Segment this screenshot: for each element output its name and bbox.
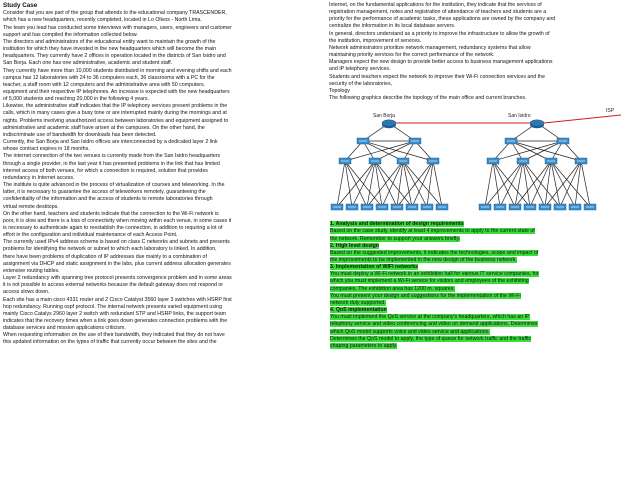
requirement-text: companies. The exhibition area has 1200 m. squares. [330, 285, 455, 292]
case-study-line: centralize the information in its local database servers. [329, 23, 456, 30]
case-study-line: indicates that the recovery times when a link goes down generates connection problems with the [3, 318, 228, 325]
network-link [485, 161, 523, 207]
case-study-line: Each site has a main cisco 4331 router and 2 Cisco Catalyst 3560 layer 3 switches with HSRP first [3, 296, 232, 303]
requirement-line [329, 300, 634, 307]
case-study-line: redundancy in Internet access. [3, 174, 75, 181]
case-study-line: campus has 12 laboratories with 24 to 36 computers each, 36 classrooms with a PC for the [3, 74, 215, 81]
requirement-line [329, 228, 634, 235]
requirement-text: You must implement the QoS service at the company's headquarters, which has an IP [330, 314, 530, 321]
case-study-line: On the other hand, teachers and students indicate that the connection to the Wi-Fi network is [3, 210, 219, 217]
case-study-line: security of the laboratories, [329, 80, 393, 87]
case-study-line: Consider that you are part of the group that attends to the educational company TRASCENDER, [3, 10, 227, 17]
network-link [515, 161, 523, 207]
requirement-line [329, 278, 634, 285]
network-link [337, 161, 375, 207]
case-study-line: Students and teachers expect the network to improve their Wi-Fi connection services and the [329, 73, 545, 80]
case-study-line: whose contract expires in 18 months. [3, 146, 90, 153]
requirement-text: telephony service and video conferencing and video on demand applications. Determines [330, 321, 538, 328]
case-study-line: effort in the configuration and individual maintenance of each Access Point. [3, 232, 178, 239]
case-study-line: calls, which in many cases give a busy tone or are interrupted mainly during the mornings and at [3, 110, 227, 117]
case-study-line: mainly Cisco Catalys 2960 layer 2 switch with redundant STP and HSRP links, the support team [3, 310, 227, 317]
case-study-line: poor, it is slow and there is a loss of connectivity when moving within each venue, in some cases it [3, 217, 232, 224]
case-study-right-column [329, 2, 634, 350]
case-study-line: The currently used IPv4 address scheme is based on class C networks and subnets and presents [3, 239, 230, 246]
case-study-line: nights. Problems involving unauthorized access between laboratories and equipment assigned to [3, 117, 229, 124]
case-study-line: The team you lead has conducted some interviews with managers, users, engineers and customer [3, 24, 232, 31]
case-study-line: support and has compiled the information collected below. [3, 31, 138, 38]
case-study-line: When requesting information on the use of their bandwidth, they indicated that they do not have [3, 332, 225, 339]
case-study-line: access slows down. [3, 289, 50, 296]
requirement-line [329, 314, 634, 321]
case-study-line: In general, directors understand as a priority to improve the infrastructure to allow the growth of [329, 30, 550, 37]
case-study-line: this updated information on the types of traffic that currently occur between the sites and the [3, 339, 217, 346]
case-study-line: the institution, improvement of services. [329, 37, 422, 44]
requirement-heading: 1. Analysis and determination of design requirements [330, 221, 464, 228]
network-link [581, 161, 590, 207]
requirement-line [329, 343, 634, 350]
case-study-line: Internet, on the fundamental applications for the institution, they indicate that the services of [329, 2, 542, 8]
requirement-text: Based on the suggested improvements, it indicates the technologies, scope and impact of [330, 249, 539, 256]
case-study-line: headquarters. They currently have 2 offices in operation located in the districts of San Isidro and [3, 53, 226, 60]
case-study-line: assignment via DHCP and static assignment in the labs, plus current address allocation generates [3, 260, 231, 267]
network-link [403, 161, 412, 207]
case-study-left-column [3, 2, 321, 347]
site-label-san-isidro: San Isidro [508, 113, 531, 120]
case-study-line: The directors and administrators of the educational entity want to maintain the growth of the [3, 38, 216, 45]
case-study-line: Likewise, the administrative staff indicates that the IP telephony services present problems in the [3, 103, 228, 110]
requirement-line [329, 264, 634, 271]
requirement-line [329, 307, 634, 314]
requirement-heading: 3. Implementation of WIFI networks [330, 264, 419, 271]
requirements-section [329, 221, 634, 350]
case-study-line: administrative and academic staff have arisen at the campuses. On the other hand, the [3, 124, 205, 131]
case-study-line: through a single provider, in the last year it has presented problems in the link that has limited [3, 160, 220, 167]
requirement-line [329, 336, 634, 343]
case-study-line: They currently have more than 10,000 students distributed in morning and evening shifts and each [3, 67, 232, 74]
document-title: Study Case [3, 2, 38, 9]
router-icon [530, 120, 544, 126]
case-study-line: equipment and their respective IP telephones. An increase is expected with the new headquarters [3, 89, 230, 96]
case-study-line: The following graphics describe the topology of the main office and current branches. [329, 95, 527, 102]
requirement-heading: 2. High level design [330, 242, 380, 249]
topology-svg [329, 103, 634, 219]
case-study-line: teacher, a staff room with 12 computers and the administrative area with 50 computers. [3, 81, 206, 88]
network-link [485, 161, 493, 207]
network-link [337, 161, 345, 207]
case-study-line: San Borja. Each one has one administrative, academic and student staff. [3, 60, 173, 67]
requirement-line [329, 236, 634, 243]
case-study-continued-text [329, 2, 634, 102]
case-study-line: The institute is quite advanced in the process of virtualization of courses and teleworking. In the [3, 182, 225, 189]
case-study-line: maintaining priority services for the correct performance of the network. [329, 52, 495, 59]
requirement-heading: 4. QoS implementation [330, 307, 387, 314]
case-study-line: registration management, notes and registration of attendance of teachers and students are a [329, 9, 547, 16]
requirement-text: shaping parameters to apply. [330, 342, 398, 349]
case-study-line: there have been problems of duplication of IP addresses due mainly to a combination of [3, 253, 207, 260]
case-study-line: latter, it is necessary to guarantee the access of teleworkers remotely, guaranteeing the [3, 189, 206, 196]
network-link [433, 161, 442, 207]
requirement-text: the improvements to be implemented in the new design of the business network. [330, 256, 517, 263]
requirement-text: Based on the case study, identify at least 4 improvements to apply to the current state of [330, 228, 535, 235]
requirement-line [329, 286, 634, 293]
requirement-text: You must deploy a Wi-Fi network in an exhibition hall for various IT service companies, for [330, 271, 539, 278]
site-label-san-borja: San Borja [373, 113, 395, 120]
case-study-line: extensive routing tables. [3, 267, 60, 274]
requirement-line [329, 243, 634, 250]
isp-label: ISP [606, 108, 615, 115]
case-study-line: Layer 2 redundancy with spanning tree protocol presents convergence problem and in some areas [3, 275, 232, 282]
case-study-line: it is not possible to access external networks because the default gateway does not respond or [3, 282, 224, 289]
case-study-line: indiscriminate use of bandwidth for downloads has been detected. [3, 131, 157, 138]
case-study-line: database services and mission applications criticism. [3, 325, 126, 332]
requirement-text: network duly supported. [330, 299, 386, 306]
topology-diagram [329, 103, 634, 219]
case-study-line: institution for which they have invested in the new headquarters which will become the main [3, 46, 217, 53]
case-study-line: which has a new headquarters, recently completed, located in Lo Olivos - North Lima. [3, 17, 202, 24]
case-study-text [3, 10, 321, 346]
case-study-line: Currently, the San Borja and San Isidro offices are interconnected by a dedicated layer 2 link [3, 139, 218, 146]
requirement-line [329, 321, 634, 328]
case-study-line: virtual remote desktops. [3, 203, 59, 210]
requirement-text: Determines the QoS model to apply, the type of queue for network traffic and the traffic [330, 335, 532, 342]
requirement-line [329, 329, 634, 336]
network-link [367, 161, 375, 207]
case-study-line: hop redundancy. Running ospf protocol. The internal network presents varied equipment using [3, 303, 222, 310]
requirement-line [329, 293, 634, 300]
case-study-line: problems for identifying the network or subnet to which each laboratory is linked. In addition, [3, 246, 217, 253]
requirement-line [329, 250, 634, 257]
requirement-line [329, 271, 634, 278]
case-study-line: Network administrators prioritize network management, redundancy systems that allow [329, 44, 531, 51]
requirement-line [329, 257, 634, 264]
case-study-line: and IP telephony services. [329, 66, 391, 73]
requirement-text: You must present your design and suggestions for the implementation of the Wi-Fi [330, 292, 521, 299]
case-study-line: of 5,000 students and reaching 20,000 in the following 4 years. [3, 96, 149, 103]
router-icon [382, 120, 396, 126]
requirement-text: which you must implement a Wi-Fi service for visitors and employees of the exhibiting [330, 278, 529, 285]
requirement-line [329, 221, 634, 228]
requirement-text: which QoS model supports voice and video service and applications. [330, 328, 490, 335]
case-study-line: The internet connection of the two venues is currently made from the San Isidro headquarters [3, 153, 221, 160]
network-link [551, 161, 560, 207]
case-study-line: is necessary to authenticate again to reestablish the connection, in addition to requiring a lot of [3, 224, 223, 231]
requirement-text: the network. Remember to support your answers briefly. [330, 235, 461, 242]
case-study-line: confidentiality of the information and the access of students to remote laboratories through [3, 196, 213, 203]
case-study-line: Managers expect the new design to provide better access to business management applications [329, 59, 553, 66]
case-study-line: priority for the performance of academic tasks, these applications are owned by the company and [329, 16, 556, 23]
case-study-line: Topology [329, 87, 351, 94]
case-study-line: internet access of both venues, for which a connection is required, solution that provides [3, 167, 208, 174]
network-link [544, 115, 621, 123]
